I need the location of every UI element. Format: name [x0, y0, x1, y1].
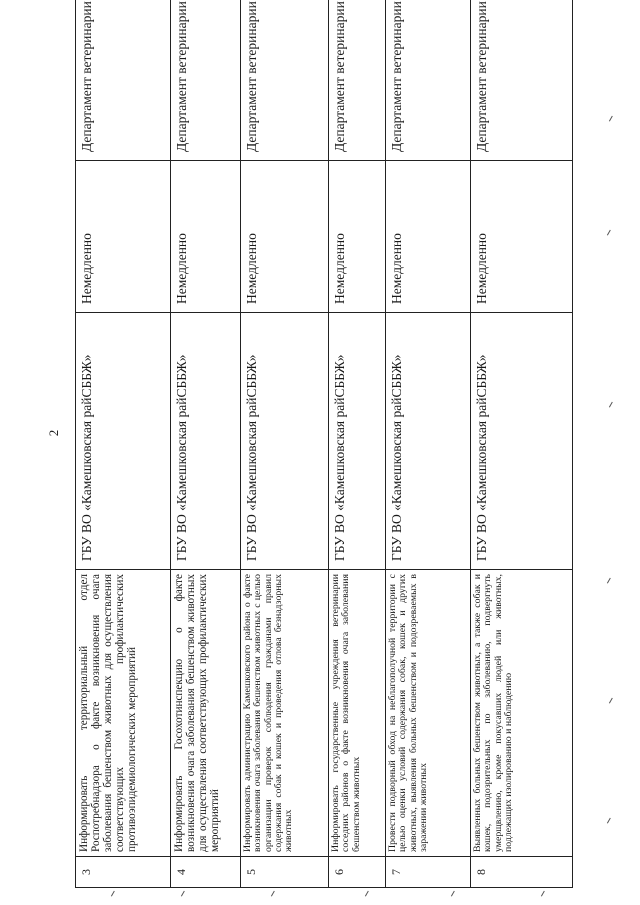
action-text: Информировать Госохотинспекцию о факте возникновения очага заболевания бешенством животных для осуществления соответствующих профилактических мероприятий [171, 570, 241, 857]
responsible-text: Департамент ветеринарии [241, 0, 329, 161]
row-number: 6 [329, 857, 386, 888]
deadline-text: Немедленно [386, 161, 471, 313]
action-text: Провести подворный обход на неблагополучной территории с целью оценки условий содержания собак, кошек и других животных, выявления больных бешенством и подозреваемых в заражении животных [386, 570, 471, 857]
executor-text: ГБУ ВО «Камешковская райСББЖ» [329, 313, 386, 570]
executor-text: ГБУ ВО «Камешковская райСББЖ» [471, 313, 573, 570]
action-text: Выявленных больных бешенством животных, а также собак и кошек, подозрительных по заболеванию, подвергнуть умерщвлению, кроме покусавших людей или животных, подлежащих изолированию и наблюдению [471, 570, 573, 857]
responsible-text: Департамент ветеринарии [171, 0, 241, 161]
action-text: Информировать администрацию Камешковского района о факте возникновения очага заболевания бешенством животных с целью организации проверок соблюдения гражданами правил содержания собак и кошек и проведения отлова безнадзорных животных [241, 570, 329, 857]
page-number: 2 [46, 429, 61, 437]
scan-mark [541, 891, 545, 897]
row-number: 5 [241, 857, 329, 888]
row-number: 8 [471, 857, 573, 888]
scan-mark [181, 891, 185, 897]
responsible-text: Департамент ветеринарии [386, 0, 471, 161]
deadline-text: Немедленно [329, 161, 386, 313]
table-row [471, 0, 573, 888]
scan-mark [607, 578, 611, 584]
table-row [329, 0, 386, 888]
executor-text: ГБУ ВО «Камешковская райСББЖ» [171, 313, 241, 570]
scan-mark [607, 818, 611, 824]
scan-mark [365, 891, 369, 897]
responsible-text: Департамент ветеринарии [471, 0, 573, 161]
executor-text: ГБУ ВО «Камешковская райСББЖ» [386, 313, 471, 570]
rotated-table-container [75, 1, 572, 888]
row-number: 7 [386, 857, 471, 888]
responsible-text: Департамент ветеринарии [329, 0, 386, 161]
scan-mark [111, 891, 115, 897]
action-text: Информировать государственные учреждения ветеринарии соседних районов о факте возникновения очага заболевания бешенством животных [329, 570, 386, 857]
table-row [386, 0, 471, 888]
row-number: 4 [171, 857, 241, 888]
table-row [171, 0, 241, 888]
table-row [76, 0, 171, 888]
deadline-text: Немедленно [76, 161, 171, 313]
action-text: Информировать территориальный отдел Роспотребнадзора о факте возникновения очага заболевания бешенством животных для осуществления соответствующих профилактических противоэпидемиологических мероприятий [76, 570, 171, 857]
table-row [241, 0, 329, 888]
deadline-text: Немедленно [471, 161, 573, 313]
deadline-text: Немедленно [171, 161, 241, 313]
scan-mark [609, 698, 613, 704]
row-number: 3 [76, 857, 171, 888]
measures-table [75, 0, 573, 888]
deadline-text: Немедленно [241, 161, 329, 313]
executor-text: ГБУ ВО «Камешковская райСББЖ» [241, 313, 329, 570]
scan-mark [271, 891, 275, 897]
responsible-text: Департамент ветеринарии [76, 0, 171, 161]
scan-mark [451, 891, 455, 897]
scan-mark [609, 402, 613, 408]
scan-mark [609, 116, 613, 122]
executor-text: ГБУ ВО «Камешковская райСББЖ» [76, 313, 171, 570]
scan-mark [607, 230, 611, 236]
